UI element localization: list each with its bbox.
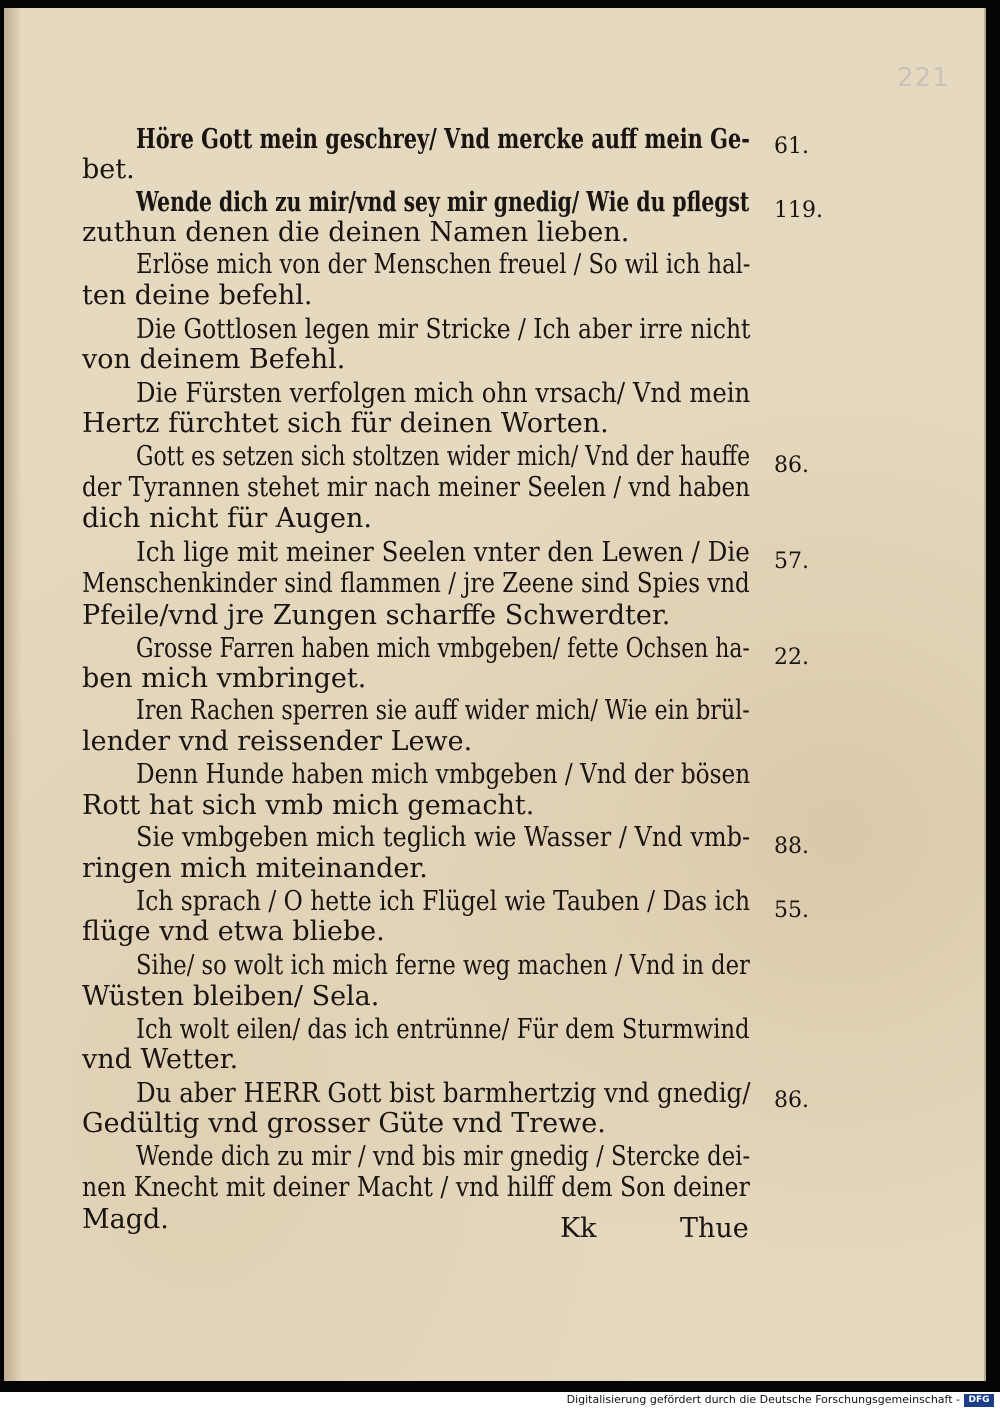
text-line: Gedültig vnd grosser Güte vnd Trewe. xyxy=(82,1108,606,1139)
text-line: lender vnd reissender Lewe. xyxy=(82,726,473,757)
margin-reference: 88. xyxy=(774,834,809,859)
catchword: Thue xyxy=(680,1213,749,1244)
margin-reference: 86. xyxy=(774,1088,809,1113)
margin-reference: 86. xyxy=(774,453,809,478)
text-line: Höre Gott mein geschrey/ Vnd mercke auff mein Ge- xyxy=(136,124,750,155)
text-line: Denn Hunde haben mich vmbgeben / Vnd der bösen xyxy=(136,759,751,790)
text-line: Menschenkinder sind flammen / jre Zeene sind Spies vnd xyxy=(82,568,750,599)
text-line: Wende dich zu mir / vnd bis mir gnedig / Stercke dei- xyxy=(136,1141,751,1172)
text-line: Ich sprach / O hette ich Flügel wie Tauben / Das ich xyxy=(136,886,751,917)
text-line: ringen mich miteinander. xyxy=(82,853,428,884)
text-line: vnd Wetter. xyxy=(82,1044,239,1075)
text-line: Wende dich zu mir/vnd sey mir gnedig/ Wie du pflegst xyxy=(136,187,750,218)
folio-number: 221 xyxy=(897,63,950,93)
text-line: bet. xyxy=(82,154,135,185)
book-page xyxy=(4,8,986,1381)
margin-reference: 61. xyxy=(774,134,809,159)
text-line: Du aber HERR Gott bist barmhertzig vnd gnedig/ xyxy=(136,1078,751,1109)
margin-reference: 55. xyxy=(774,898,809,923)
margin-reference: 22. xyxy=(774,645,809,670)
signature-mark: Kk xyxy=(560,1213,597,1244)
text-line: Ich wolt eilen/ das ich entrünne/ Für dem Sturmwind xyxy=(136,1014,750,1045)
text-line: Die Fürsten verfolgen mich ohn vrsach/ Vnd mein xyxy=(136,378,751,409)
text-line: der Tyrannen stehet mir nach meiner Seelen / vnd haben xyxy=(82,472,750,503)
margin-reference: 119. xyxy=(774,198,823,223)
text-line: ten deine befehl. xyxy=(82,280,313,311)
text-line: dich nicht für Augen. xyxy=(82,503,372,534)
text-line: Wüsten bleiben/ Sela. xyxy=(82,981,380,1012)
text-line: nen Knecht mit deiner Macht / vnd hilff dem Son deiner xyxy=(82,1172,750,1203)
text-line: zuthun denen die deinen Namen lieben. xyxy=(82,217,630,248)
text-line: Sie vmbgeben mich teglich wie Wasser / Vnd vmb- xyxy=(136,822,751,853)
text-line: von deinem Befehl. xyxy=(82,344,346,375)
text-line: Hertz fürchtet sich für deinen Worten. xyxy=(82,408,609,439)
text-line: Ich lige mit meiner Seelen vnter den Lewen / Die xyxy=(136,537,750,568)
text-line: Iren Rachen sperren sie auff wider mich/ Wie ein brül- xyxy=(136,695,750,726)
text-line: Rott hat sich vmb mich gemacht. xyxy=(82,790,535,821)
funding-note: Digitalisierung gefördert durch die Deutsche Forschungsgemeinschaft - xyxy=(566,1393,960,1406)
text-line: Sihe/ so wolt ich mich ferne weg machen / Vnd in der xyxy=(136,950,750,981)
text-line: Magd. xyxy=(82,1204,169,1235)
text-line: flüge vnd etwa bliebe. xyxy=(82,916,385,947)
text-line: Grosse Farren haben mich vmbgeben/ fette Ochsen ha- xyxy=(136,633,750,664)
text-line: Die Gottlosen legen mir Stricke / Ich aber irre nicht xyxy=(136,314,751,345)
text-line: Erlöse mich von der Menschen freuel / So wil ich hal- xyxy=(136,249,751,280)
text-line: ben mich vmbringet. xyxy=(82,663,367,694)
dfg-logo: DFG xyxy=(964,1394,994,1407)
text-line: Gott es setzen sich stoltzen wider mich/ Vnd der hauffe xyxy=(136,441,751,472)
margin-reference: 57. xyxy=(774,549,809,574)
footer-bar xyxy=(0,1392,1000,1409)
text-line: Pfeile/vnd jre Zungen scharffe Schwerdter. xyxy=(82,600,671,631)
